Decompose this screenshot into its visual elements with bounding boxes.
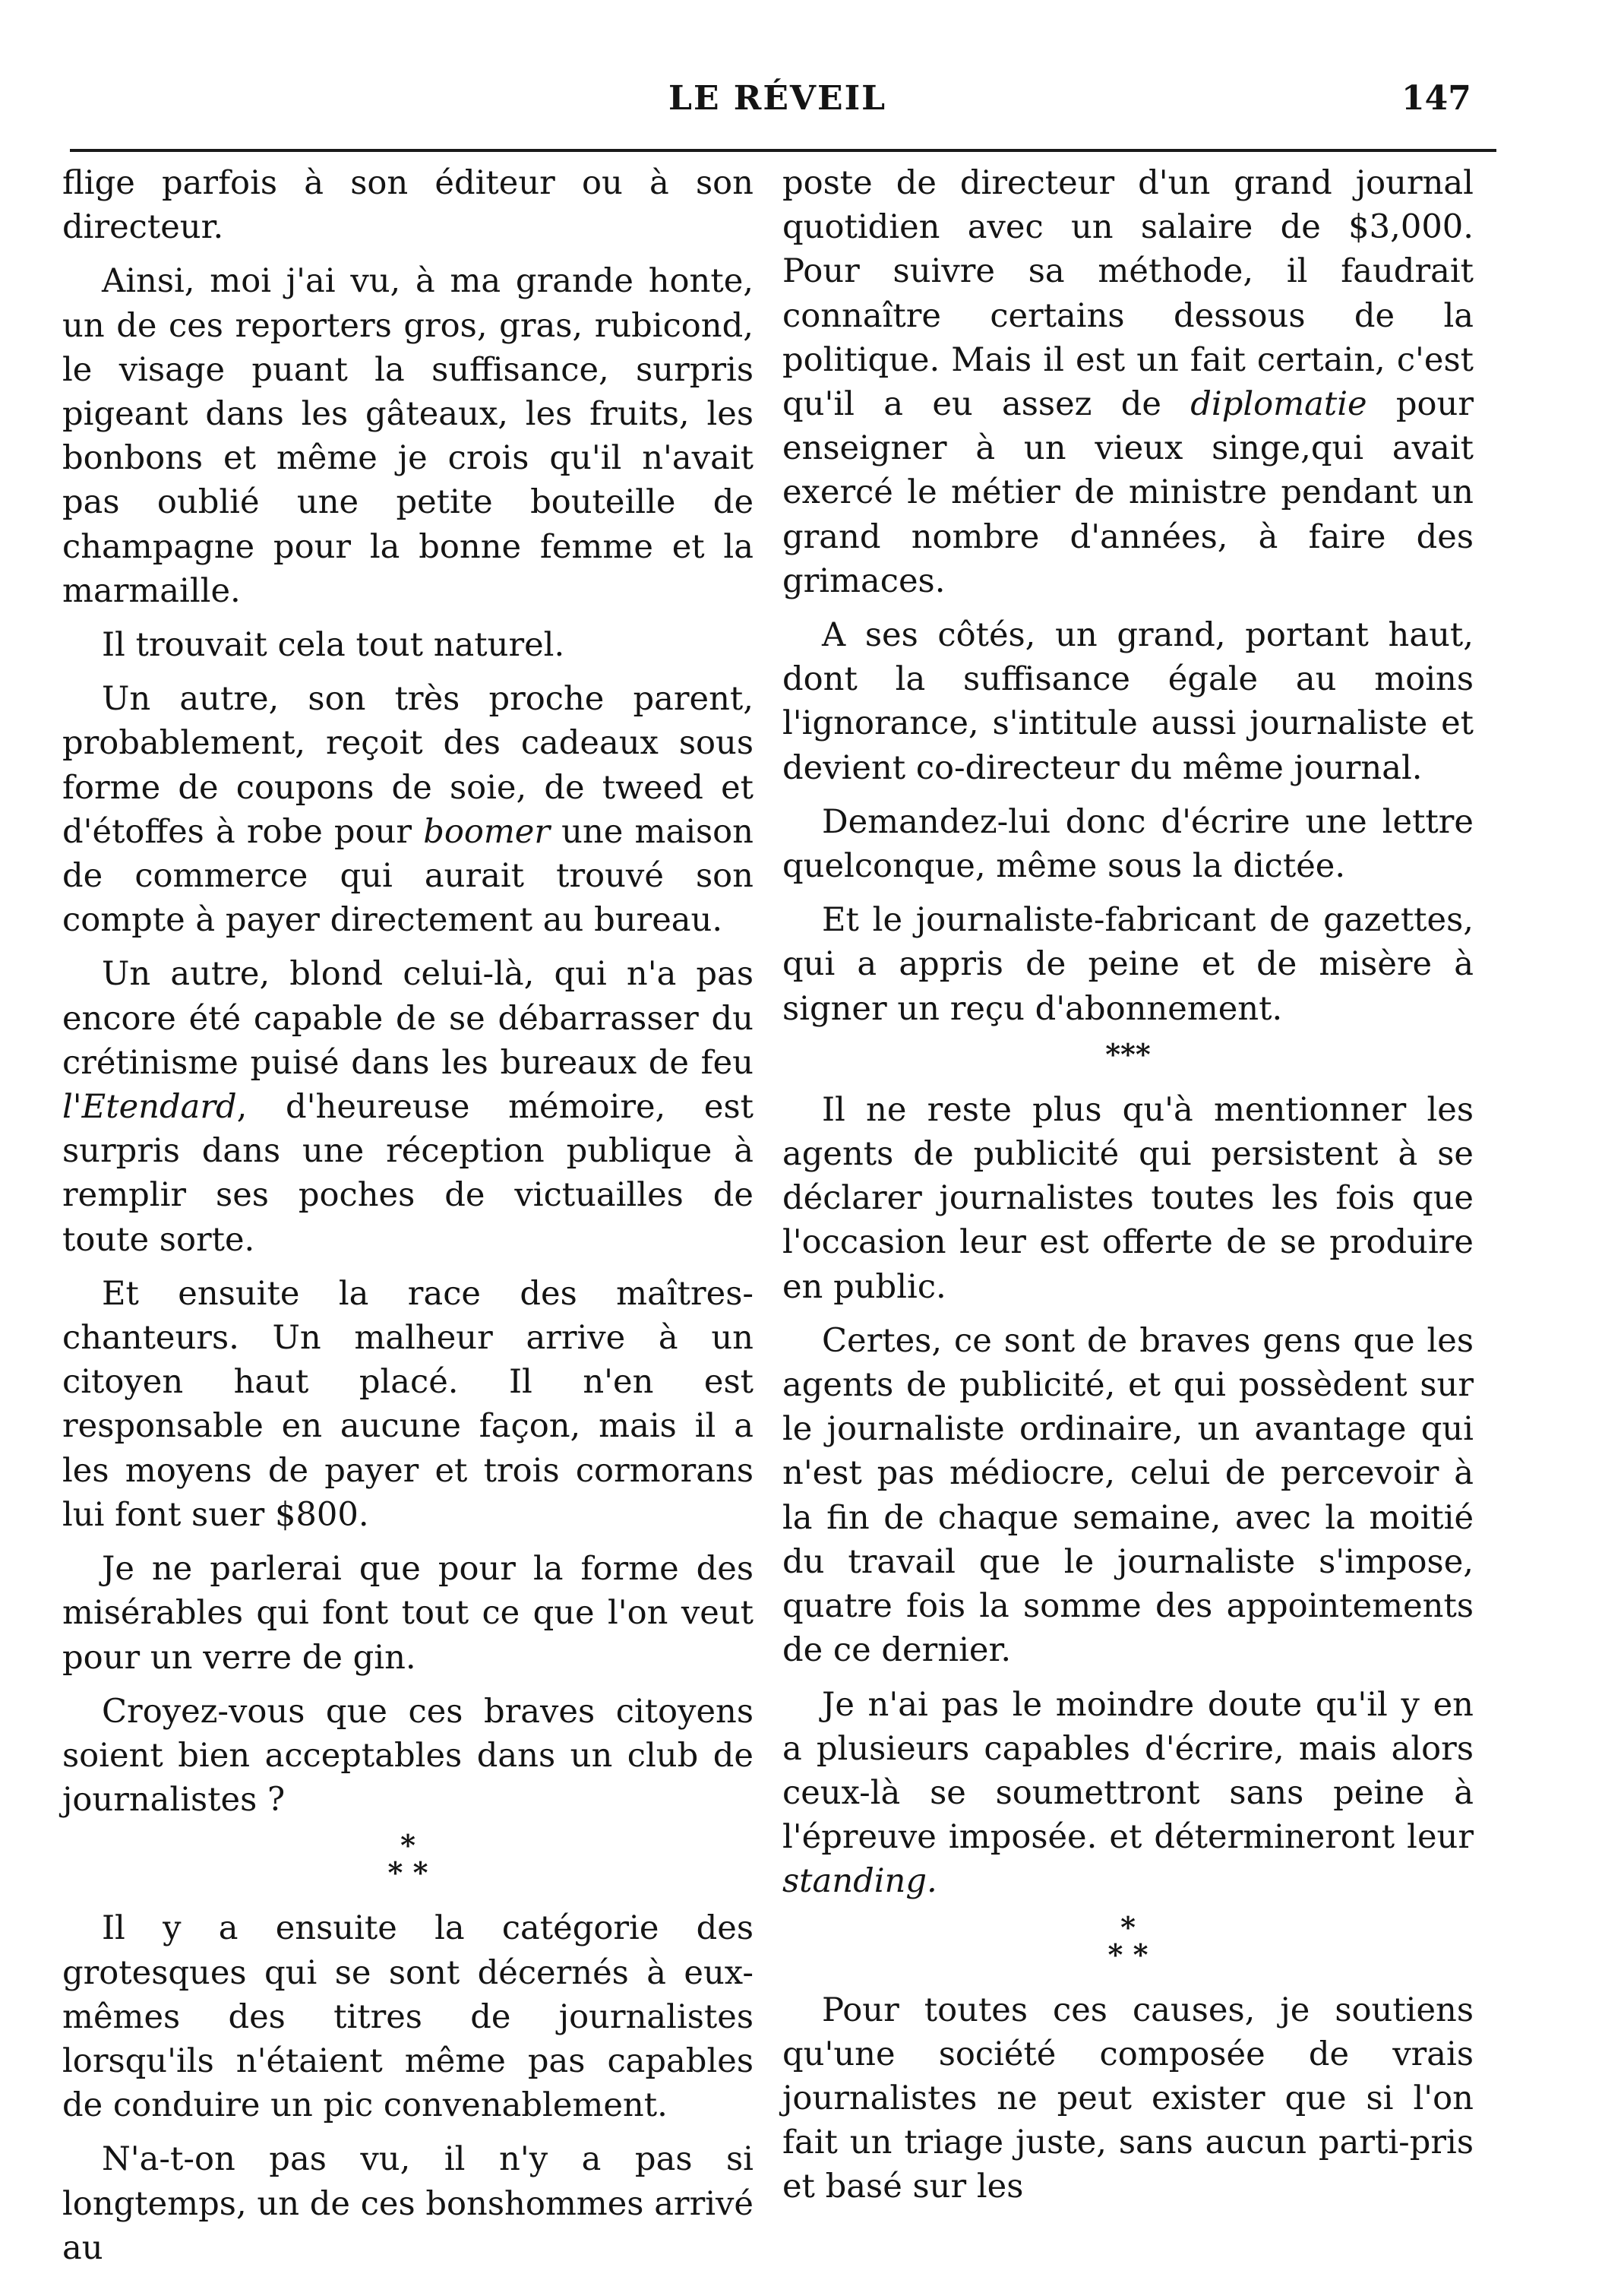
text-run: , d'heureuse mémoire, est surpris dans une réception publique à remplir ses poches de victuailles de toute sorte. bbox=[62, 1088, 754, 1259]
italic-word: standing. bbox=[782, 1862, 937, 1901]
text-run: Je n'ai pas le moindre doute qu'il y en a plusieurs capables d'écrire, mais alors ceux-là se soumettront sans peine à l'épreuve imposée. et détermineront leur bbox=[782, 1685, 1474, 1857]
paragraph: Je ne parlerai que pour la forme des misérables qui font tout ce que l'on veut pour un verre de gin. bbox=[62, 1550, 754, 1677]
text-run: Un autre, son très proche parent, probablement, reçoit des cadeaux sous forme de coupons de soie, de tweed et d'étoffes à robe pour bbox=[62, 680, 754, 851]
paragraph: Demandez-lui donc d'écrire une lettre quelconque, même sous la dictée. bbox=[782, 802, 1474, 886]
paragraph: Croyez-vous que ces braves citoyens soient bien acceptables dans un club de journalistes ? bbox=[62, 1692, 754, 1820]
header-rule bbox=[70, 149, 1496, 152]
paragraph: Il trouvait cela tout naturel. bbox=[102, 626, 565, 665]
italic-word: boomer bbox=[423, 812, 550, 851]
left-column bbox=[62, 161, 754, 2280]
paragraph bbox=[782, 161, 1474, 603]
paragraph bbox=[62, 677, 754, 942]
page-number: 147 bbox=[1401, 79, 1471, 118]
paragraph: N'a-t-on pas vu, il n'y a pas si longtemps, un de ces bonshommes arrivé au bbox=[62, 2140, 754, 2267]
paragraph: Et ensuite la race des maîtres-chanteurs. Un malheur arrive à un citoyen haut placé. Il n'en est responsable en aucune façon, mais il a les moyens de payer et trois cormorans lui font suer $800. bbox=[62, 1274, 754, 1534]
paragraph: Il y a ensuite la catégorie des grotesques qui se sont décernés à eux-mêmes des titres de journalistes lorsqu'ils n'étaient même pas capables de conduire un pic convenablement. bbox=[62, 1909, 754, 2125]
italic-word: diplomatie bbox=[1190, 385, 1367, 424]
separator-top: * bbox=[1120, 1909, 1136, 1944]
text-run: Un autre, blond celui-là, qui n'a pas encore été capable de se débarrasser du crétinisme puisé dans les bureaux de feu bbox=[62, 955, 754, 1082]
right-column bbox=[782, 161, 1474, 2219]
separator-bottom: * * bbox=[1107, 1937, 1148, 1972]
separator-top: * bbox=[400, 1828, 415, 1863]
paragraph: Et le journaliste-fabricant de gazettes, qui a appris de peine et de misère à signer un reçu d'abonnement. bbox=[782, 901, 1474, 1028]
paragraph: Certes, ce sont de braves gens que les agents de publicité, et qui possèdent sur le journaliste ordinaire, un avantage qui n'est pas médiocre, celui de percevoir à la fin de chaque semaine, avec la moitié du travail que le journaliste s'impose, quatre fois la somme des appointements de ce dernier. bbox=[782, 1321, 1474, 1670]
separator-bottom: * * bbox=[387, 1855, 428, 1890]
paragraph: Il ne reste plus qu'à mentionner les agents de publicité qui persistent à se déclarer journalistes toutes les fois que l'occasion leur est offerte de se produire en public. bbox=[782, 1090, 1474, 1306]
section-separator bbox=[782, 1036, 1474, 1071]
separator-stars: *** bbox=[1105, 1036, 1151, 1071]
paragraph: A ses côtés, un grand, portant haut, dont la suffisance égale au moins l'ignorance, s'intitule aussi journaliste et devient co-directeur du même journal. bbox=[782, 616, 1474, 787]
paragraph bbox=[62, 952, 754, 1261]
paragraph: Pour toutes ces causes, je soutiens qu'une société composée de vrais journalistes ne peut exister que si l'on fait un triage juste, sans aucun parti-pris et basé sur les bbox=[782, 1991, 1474, 2206]
paragraph: Ainsi, moi j'ai vu, à ma grande honte, un de ces reporters gros, gras, rubicond, le visage puant la suffisance, surpris pigeant dans les gâteaux, les fruits, les bonbons et même je crois qu'il n'avait pas oublié une petite bouteille de champagne pour la bonne femme et la marmaille. bbox=[62, 262, 754, 610]
section-separator bbox=[782, 1909, 1474, 1972]
italic-word: l'Etendard bbox=[62, 1088, 237, 1127]
running-title: LE RÉVEIL bbox=[668, 79, 887, 118]
text-run: poste de directeur d'un grand journal quotidien avec un salaire de $3,000. Pour suivre sa méthode, il faudrait connaître certains dessous de la politique. Mais il est un fait certain, c'est qu'il a eu assez de bbox=[782, 164, 1474, 424]
text-run: une maison de commerce qui aurait trouvé son compte à payer directement au bureau. bbox=[62, 812, 754, 940]
paragraph bbox=[782, 1683, 1474, 1904]
paragraph: flige parfois à son éditeur ou à son directeur. bbox=[62, 164, 754, 247]
text-run: pour enseigner à un vieux singe,qui avait exercé le métier de ministre pendant un grand nombre d'années, à faire des grimaces. bbox=[782, 385, 1474, 600]
section-separator bbox=[62, 1828, 754, 1890]
